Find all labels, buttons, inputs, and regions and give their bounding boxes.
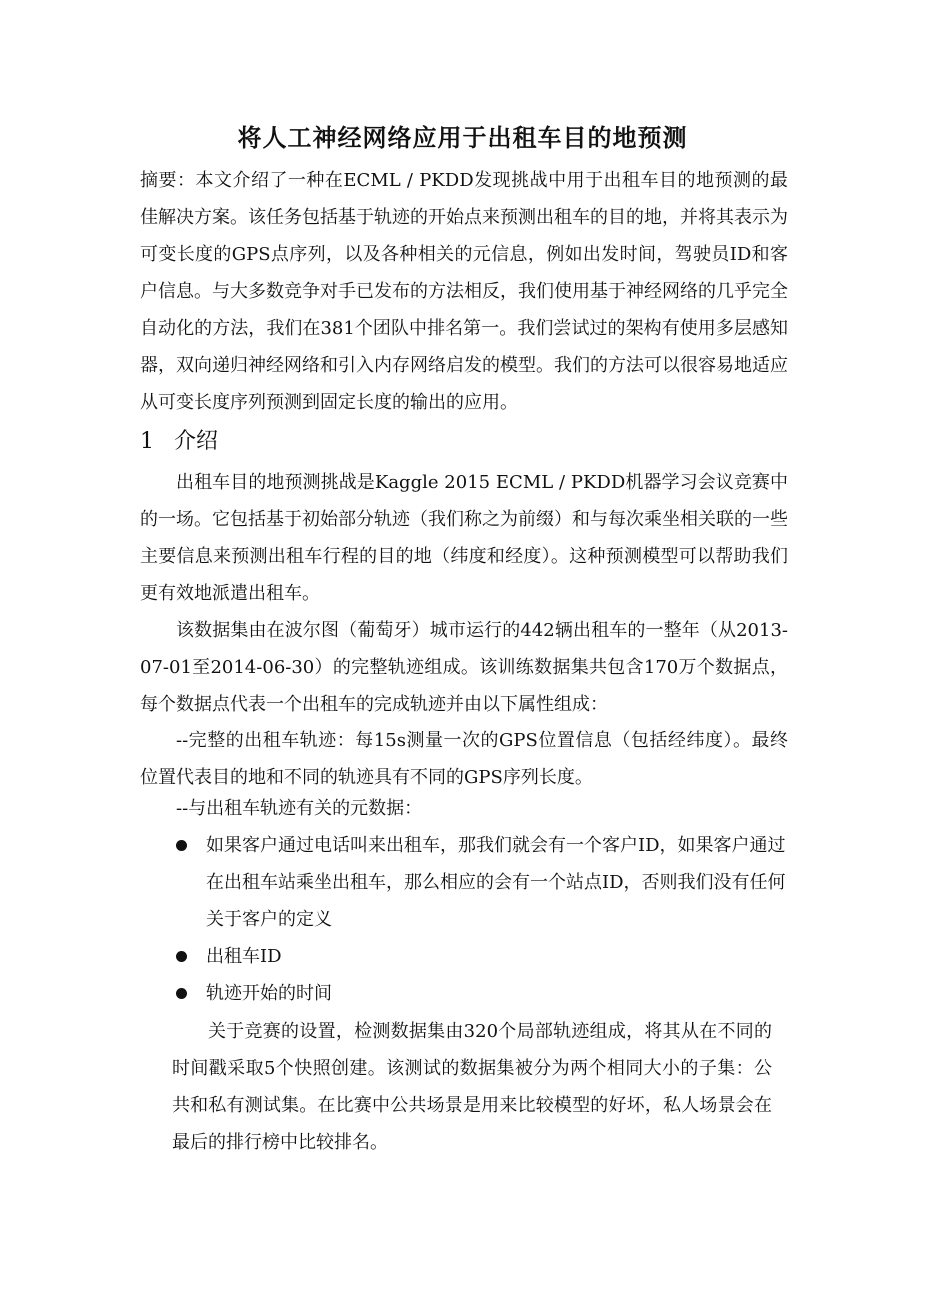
bullet-dot-icon (176, 988, 187, 999)
metadata-bullet-list (170, 827, 788, 1012)
list-item-text: 出租车ID (206, 946, 282, 967)
list-item-text: 如果客户通过电话叫来出租车，那我们就会有一个客户ID，如果客户通过在出租车站乘坐出租车，那么相应的会有一个站点ID，否则我们没有任何关于客户的定义 (206, 835, 786, 930)
list-item (170, 975, 788, 1012)
list-item (170, 827, 788, 938)
paragraph-1: 出租车目的地预测挑战是Kaggle 2015 ECML / PKDD机器学习会议竞赛中的一场。它包括基于初始部分轨迹（我们称之为前缀）和与每次乘坐相关联的一些主要信息来预测出租车行程的目的地（纬度和经度）。这种预测模型可以帮助我们更有效地派遣出租车。 (140, 472, 788, 604)
abstract: 摘要：本文介绍了一种在ECML / PKDD发现挑战中用于出租车目的地预测的最佳解决方案。该任务包括基于轨迹的开始点来预测出租车的目的地，并将其表示为可变长度的GPS点序列，以及各种相关的元信息，例如出发时间，驾驶员ID和客户信息。与大多数竞争对手已发布的方法相反，我们使用基于神经网络的几乎完全自动化的方法，我们在381个团队中排名第一。我们尝试过的架构有使用多层感知器，双向递归神经网络和引入内存网络启发的模型。我们的方法可以很容易地适应从可变长度序列预测到固定长度的输出的应用。 (140, 170, 788, 413)
list-item-text: 轨迹开始的时间 (206, 983, 332, 1004)
paragraph-2: 该数据集由在波尔图（葡萄牙）城市运行的442辆出租车的一整年（从2013-07-01至2014-06-30）的完整轨迹组成。该训练数据集共包含170万个数据点，每个数据点代表一个出租车的完成轨迹并由以下属性组成： (140, 620, 788, 715)
section-number: 1 (140, 429, 154, 454)
bullet-dot-icon (176, 951, 187, 962)
paragraph-3: --完整的出租车轨迹：每15s测量一次的GPS位置信息（包括经纬度）。最终位置代表目的地和不同的轨迹具有不同的GPS序列长度。 (140, 730, 788, 788)
document-title: 将人工神经网络应用于出租车目的地预测 (237, 124, 688, 152)
list-item (170, 938, 788, 975)
bullet-dot-icon (176, 840, 187, 851)
section-heading (140, 424, 218, 455)
paragraph-4: --与出租车轨迹有关的元数据： (176, 798, 423, 819)
section-title: 介绍 (174, 429, 219, 454)
paragraph-5: 关于竞赛的设置，检测数据集由320个局部轨迹组成，将其从在不同的时间戳采取5个快照创建。该测试的数据集被分为两个相同大小的子集：公共和私有测试集。在比赛中公共场景是用来比较模型的好坏，私人场景会在最后的排行榜中比较排名。 (172, 1021, 772, 1153)
